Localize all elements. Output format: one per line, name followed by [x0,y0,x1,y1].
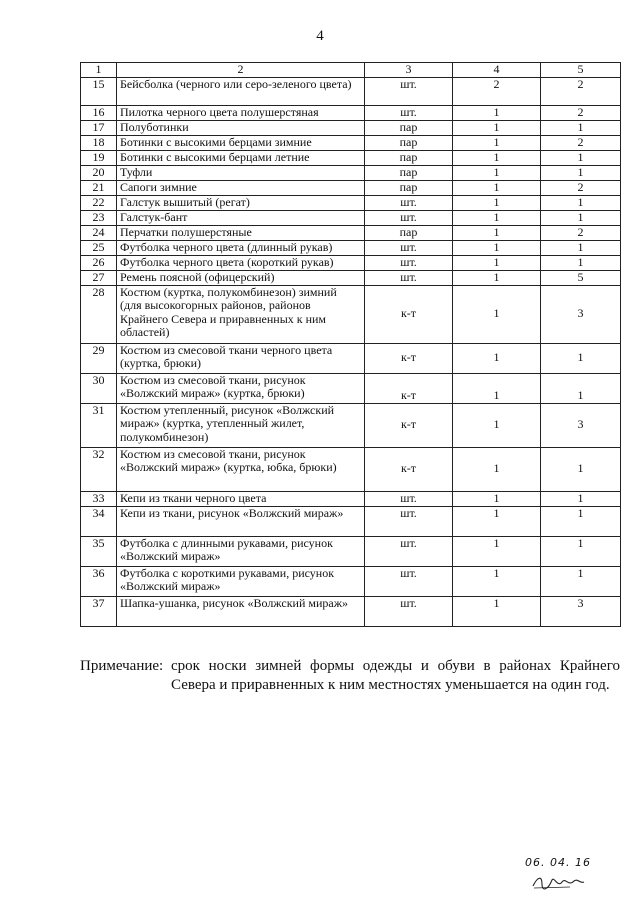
unit-of-measure: к-т [365,373,453,403]
quantity: 1 [453,165,541,180]
item-name: Кепи из ткани черного цвета [117,491,365,506]
quantity: 1 [453,255,541,270]
clothing-norms-table [80,62,621,627]
row-number: 21 [81,180,117,195]
quantity: 1 [453,447,541,491]
quantity: 1 [453,596,541,626]
wear-period: 3 [541,285,621,343]
quantity: 1 [453,506,541,536]
quantity: 1 [453,403,541,447]
unit-of-measure: шт. [365,506,453,536]
header-cell: 3 [365,63,453,78]
header-cell: 4 [453,63,541,78]
item-name: Бейсболка (черного или серо-зеленого цвета) [117,77,365,105]
row-number: 26 [81,255,117,270]
unit-of-measure: к-т [365,447,453,491]
item-name: Костюм утепленный, рисунок «Волжский мираж» (куртка, утепленный жилет, полукомбинезон) [117,403,365,447]
table-row [81,270,621,285]
table-row [81,240,621,255]
row-number: 17 [81,120,117,135]
table-row [81,285,621,343]
item-name: Ремень поясной (офицерский) [117,270,365,285]
item-name: Шапка-ушанка, рисунок «Волжский мираж» [117,596,365,626]
unit-of-measure: пар [365,150,453,165]
table-row [81,210,621,225]
quantity: 2 [453,77,541,105]
quantity: 1 [453,120,541,135]
quantity: 1 [453,536,541,566]
item-name: Футболка черного цвета (короткий рукав) [117,255,365,270]
row-number: 23 [81,210,117,225]
item-name: Ботинки с высокими берцами летние [117,150,365,165]
wear-period: 1 [541,255,621,270]
item-name: Галстук-бант [117,210,365,225]
wear-period: 1 [541,120,621,135]
wear-period: 1 [541,150,621,165]
quantity: 1 [453,135,541,150]
row-number: 37 [81,596,117,626]
row-number: 24 [81,225,117,240]
quantity: 1 [453,491,541,506]
table-row [81,596,621,626]
table-row [81,180,621,195]
table-row [81,373,621,403]
page-number: 4 [316,28,324,44]
wear-period: 2 [541,135,621,150]
unit-of-measure: шт. [365,195,453,210]
row-number: 27 [81,270,117,285]
unit-of-measure: шт. [365,77,453,105]
row-number: 33 [81,491,117,506]
item-name: Футболка с длинными рукавами, рисунок «Волжский мираж» [117,536,365,566]
quantity: 1 [453,373,541,403]
row-number: 36 [81,566,117,596]
row-number: 22 [81,195,117,210]
quantity: 1 [453,225,541,240]
quantity: 1 [453,343,541,373]
wear-period: 1 [541,491,621,506]
item-name: Ботинки с высокими берцами зимние [117,135,365,150]
item-name: Костюм из смесовой ткани черного цвета (куртка, брюки) [117,343,365,373]
item-name: Футболка с короткими рукавами, рисунок «Волжский мираж» [117,566,365,596]
unit-of-measure: шт. [365,210,453,225]
unit-of-measure: пар [365,120,453,135]
wear-period: 1 [541,566,621,596]
wear-period: 1 [541,447,621,491]
row-number: 28 [81,285,117,343]
item-name: Туфли [117,165,365,180]
quantity: 1 [453,566,541,596]
table-row [81,506,621,536]
wear-period: 1 [541,506,621,536]
table-row [81,403,621,447]
quantity: 1 [453,210,541,225]
table-row [81,195,621,210]
wear-period: 3 [541,403,621,447]
table-header-row [81,63,621,78]
item-name: Костюм из смесовой ткани, рисунок «Волжский мираж» (куртка, юбка, брюки) [117,447,365,491]
quantity: 1 [453,105,541,120]
wear-period: 3 [541,596,621,626]
quantity: 1 [453,240,541,255]
header-cell: 2 [117,63,365,78]
item-name: Пилотка черного цвета полушерстяная [117,105,365,120]
wear-period: 1 [541,210,621,225]
table-row [81,150,621,165]
unit-of-measure: шт. [365,596,453,626]
unit-of-measure: шт. [365,255,453,270]
note-text: срок носки зимней формы одежды и обуви в районах Крайнего Севера и приравненных к ним местностях уменьшается на один год. [171,658,620,693]
wear-period: 1 [541,373,621,403]
unit-of-measure: к-т [365,403,453,447]
table-row [81,165,621,180]
row-number: 19 [81,150,117,165]
wear-period: 2 [541,105,621,120]
wear-period: 2 [541,180,621,195]
table-row [81,255,621,270]
wear-period: 5 [541,270,621,285]
table-row [81,343,621,373]
unit-of-measure: пар [365,165,453,180]
row-number: 34 [81,506,117,536]
wear-period: 1 [541,536,621,566]
unit-of-measure: шт. [365,536,453,566]
table-row [81,225,621,240]
unit-of-measure: к-т [365,285,453,343]
row-number: 29 [81,343,117,373]
wear-period: 2 [541,77,621,105]
item-name: Костюм из смесовой ткани, рисунок «Волжский мираж» (куртка, брюки) [117,373,365,403]
table-row [81,77,621,105]
wear-period: 2 [541,225,621,240]
wear-period: 1 [541,240,621,255]
table-row [81,491,621,506]
item-name: Перчатки полушерстяные [117,225,365,240]
unit-of-measure: пар [365,225,453,240]
table-row [81,447,621,491]
row-number: 16 [81,105,117,120]
row-number: 25 [81,240,117,255]
table-row [81,135,621,150]
item-name: Галстук вышитый (регат) [117,195,365,210]
item-name: Костюм (куртка, полукомбинезон) зимний (для высокогорных районов, районов Крайнего Севера и приравненных к ним областей) [117,285,365,343]
unit-of-measure: шт. [365,105,453,120]
table-row [81,105,621,120]
quantity: 1 [453,180,541,195]
table-row [81,120,621,135]
item-name: Сапоги зимние [117,180,365,195]
row-number: 31 [81,403,117,447]
item-name: Полуботинки [117,120,365,135]
note-label: Примечание: [80,658,164,674]
header-cell: 1 [81,63,117,78]
table-row [81,536,621,566]
row-number: 35 [81,536,117,566]
signature-mark [530,872,590,892]
quantity: 1 [453,195,541,210]
wear-period: 1 [541,165,621,180]
row-number: 18 [81,135,117,150]
item-name: Кепи из ткани, рисунок «Волжский мираж» [117,506,365,536]
table-row [81,566,621,596]
unit-of-measure: шт. [365,566,453,596]
unit-of-measure: шт. [365,240,453,255]
unit-of-measure: к-т [365,343,453,373]
unit-of-measure: пар [365,180,453,195]
header-cell: 5 [541,63,621,78]
row-number: 32 [81,447,117,491]
quantity: 1 [453,150,541,165]
row-number: 15 [81,77,117,105]
quantity: 1 [453,285,541,343]
item-name: Футболка черного цвета (длинный рукав) [117,240,365,255]
handwritten-date: 06. 04. 16 [525,856,591,869]
wear-period: 1 [541,343,621,373]
row-number: 20 [81,165,117,180]
unit-of-measure: пар [365,135,453,150]
note [80,657,620,695]
wear-period: 1 [541,195,621,210]
unit-of-measure: шт. [365,270,453,285]
row-number: 30 [81,373,117,403]
unit-of-measure: шт. [365,491,453,506]
quantity: 1 [453,270,541,285]
